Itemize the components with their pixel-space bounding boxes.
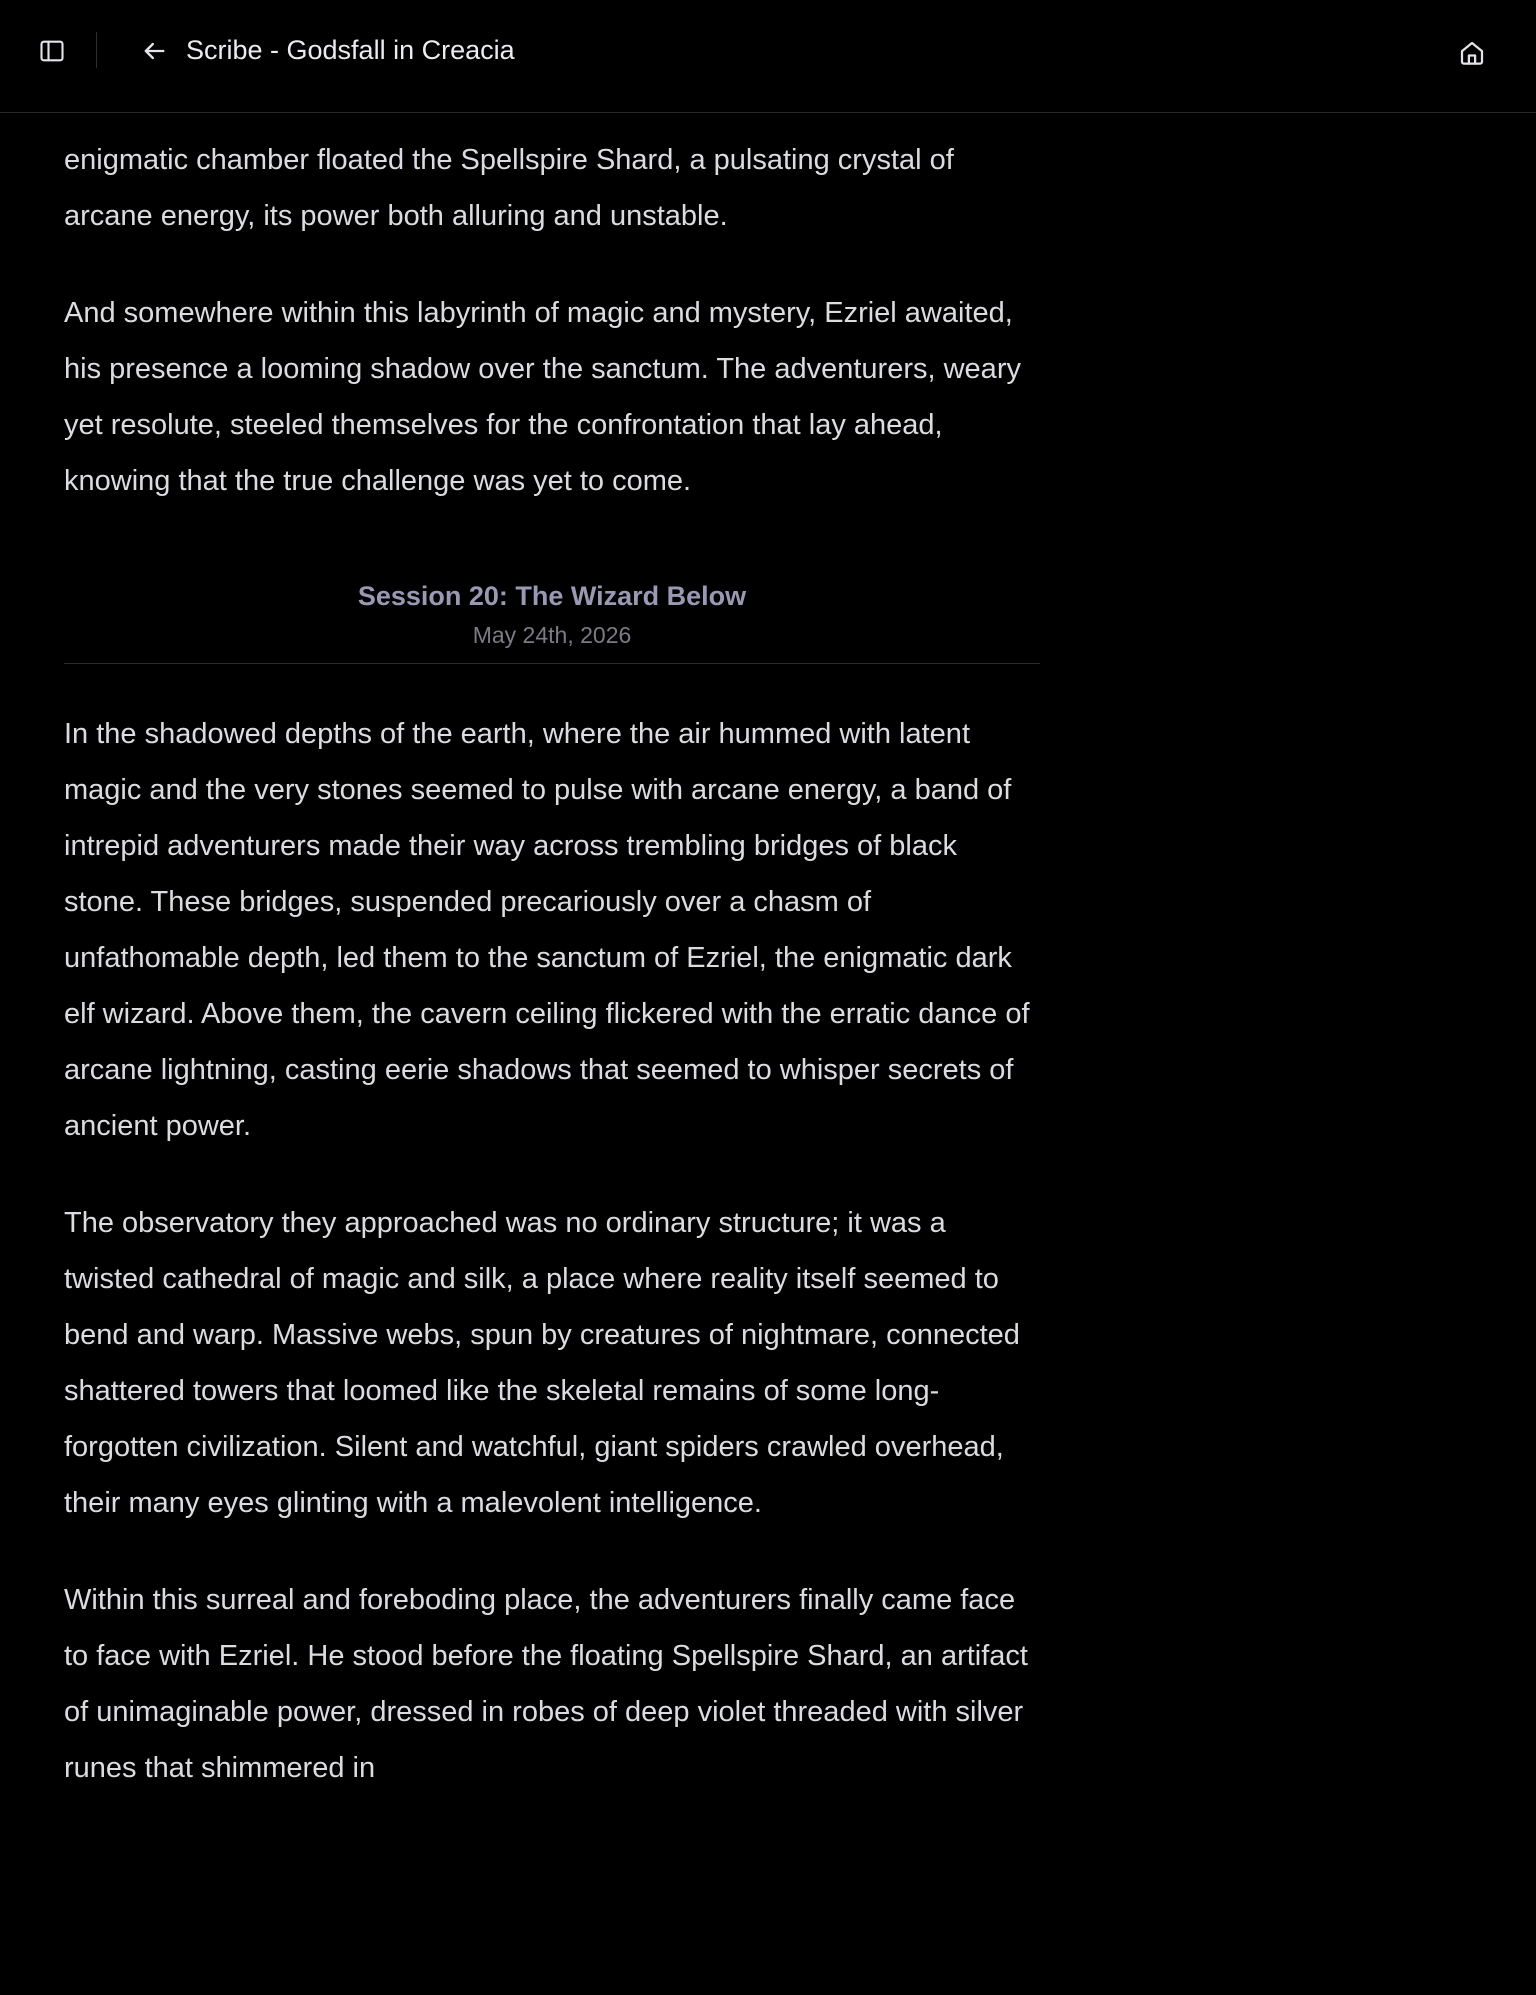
story-paragraph: In the shadowed depths of the earth, where the air hummed with latent magic and the very stones seemed to pulse with arcane energy, a band of intrepid adventurers made their way across trembling bridges of black stone. These bridges, suspended precariously over a chasm of unfathomable depth, led them to the sanctum of Ezriel, the enigmatic dark elf wizard. Above them, the cavern ceiling flickered with the erratic dance of arcane lightning, casting eerie shadows that seemed to whisper secrets of ancient power.: [64, 718, 1030, 1142]
home-icon: [1457, 38, 1487, 68]
top-bar: [0, 0, 1536, 113]
session-date: May 24th, 2026: [472, 622, 632, 648]
session-body: [64, 706, 1040, 1796]
back-button[interactable]: [138, 35, 170, 67]
session-header: [64, 577, 1040, 664]
story-paragraph: The observatory they approached was no ordinary structure; it was a twisted cathedral of magic and silk, a place where reality itself seemed to bend and warp. Massive webs, spun by creatures of nightmare, connected shattered towers that loomed like the skeletal remains of some long-forgotten civilization. Silent and watchful, giant spiders crawled overhead, their many eyes glinting with a malevolent intelligence.: [64, 1207, 1020, 1519]
story-content: [64, 113, 1040, 1796]
sidebar-toggle-icon: [38, 37, 66, 65]
story-paragraph: And somewhere within this labyrinth of magic and mystery, Ezriel awaited, his presence a looming shadow over the sanctum. The adventurers, weary yet resolute, steeled themselves for the confrontation that lay ahead, knowing that the true challenge was yet to come.: [64, 297, 1021, 497]
story-paragraph: enigmatic chamber floated the Spellspire Shard, a pulsating crystal of arcane energy, its power both alluring and unstable.: [64, 144, 954, 232]
session-title: Session 20: The Wizard Below: [357, 581, 747, 611]
topbar-divider: [96, 32, 97, 68]
arrow-left-icon: [140, 37, 168, 65]
sidebar-toggle-button[interactable]: [36, 35, 68, 67]
page-title: Scribe - Godsfall in Creacia: [186, 35, 515, 65]
story-paragraph: Within this surreal and foreboding place, the adventurers finally came face to face with Ezriel. He stood before the floating Spellspire Shard, an artifact of unimaginable power, dressed in robes of deep violet threaded with silver runes that shimmered in: [64, 1584, 1028, 1784]
home-button[interactable]: [1454, 35, 1490, 71]
